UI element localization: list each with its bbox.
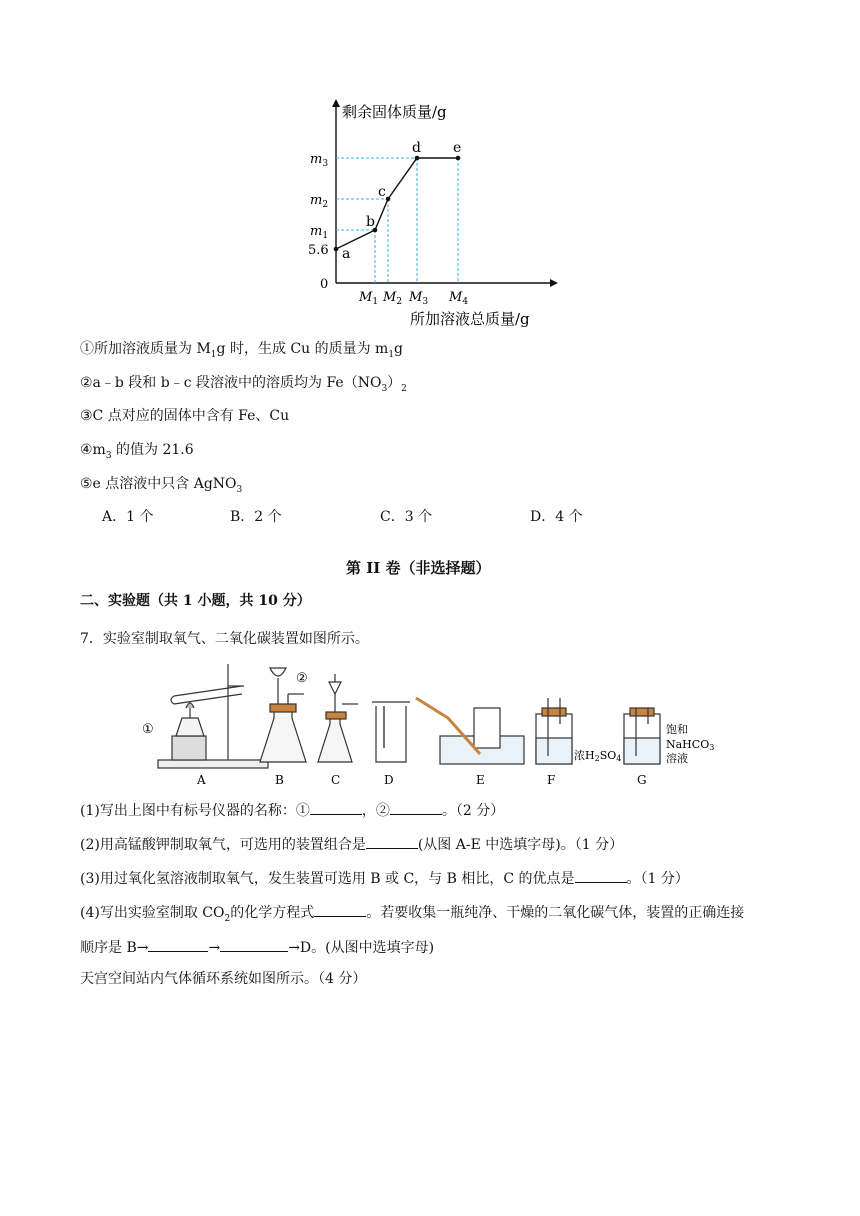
q4-blank-equation[interactable]: [314, 902, 366, 917]
q2-line: (2)用高锰酸钾制取氧气，可选用的装置组合是 (从图 A-E 中选填字母)。（1 分）: [80, 834, 623, 854]
q4-blank-2[interactable]: [148, 937, 208, 952]
x-axis-label: 所加溶液总质量/g: [410, 310, 530, 328]
question-7: 7．实验室制取氧气、二氧化碳装置如图所示。: [80, 631, 369, 647]
x-axis-arrow: [550, 279, 558, 287]
point-e: [456, 156, 461, 161]
y-tick-0: 0: [320, 277, 329, 292]
label-b: b: [366, 214, 375, 230]
choice-c: C．3 个: [380, 509, 433, 525]
label-a: a: [342, 246, 351, 262]
section-title: 第 II 卷（非选择题）: [346, 559, 491, 577]
f-reagent-label: 浓H2SO4: [574, 749, 622, 763]
label-D: D: [384, 773, 394, 787]
statement-4: $④m_3$ 的值为 21.6: [80, 442, 194, 461]
apparatus-figure: [140, 658, 730, 790]
y-axis-label: 剩余固体质量/g: [342, 103, 447, 121]
y-axis-arrow: [332, 99, 340, 107]
mass-curve: [336, 158, 458, 249]
label-E: E: [476, 773, 485, 787]
section-heading: 二、实验题（共 1 小题，共 10 分）: [80, 593, 311, 609]
q4-blank-3[interactable]: [220, 937, 288, 952]
x-tick-M3: $M_3$: [409, 290, 429, 307]
label-G: G: [637, 773, 647, 787]
y-tick-m2: $m_2$: [310, 193, 329, 210]
point-c: [386, 197, 391, 202]
apparatus-g: [624, 708, 660, 764]
marker-2: ②: [296, 671, 308, 686]
mass-graph: [300, 95, 560, 335]
y-tick-5-6: 5.6: [308, 243, 329, 258]
g-reagent-label-1: 饱和: [666, 723, 688, 736]
choice-a: A．1 个: [102, 509, 154, 525]
apparatus-f: [536, 698, 572, 764]
q4b-line: 顺序是 B→ → →D。(从图中选填字母): [80, 937, 434, 957]
label-A: A: [197, 773, 206, 787]
label-e: e: [453, 140, 462, 156]
q3-blank[interactable]: [575, 868, 627, 883]
statement-3: ③C 点对应的固体中含有 Fe、Cu: [80, 408, 290, 424]
label-c: c: [378, 184, 386, 200]
q1-blank-1[interactable]: [310, 800, 362, 815]
apparatus-a: [158, 664, 268, 768]
apparatus-c: [318, 674, 358, 762]
apparatus-d: [372, 702, 410, 762]
apparatus-e: [416, 698, 524, 764]
marker-1: ①: [142, 722, 154, 737]
choice-d: D．4 个: [530, 509, 583, 525]
label-C: C: [331, 773, 341, 787]
g-reagent-label-2: NaHCO3: [666, 738, 715, 752]
label-B: B: [275, 773, 284, 787]
q1-line: (1)写出上图中有标号仪器的名称：① ，② 。（2 分）: [80, 800, 504, 820]
choice-b: B．2 个: [230, 509, 282, 525]
label-d: d: [412, 140, 421, 156]
x-tick-M1: $M_1$: [359, 290, 379, 307]
point-d: [415, 156, 420, 161]
x-tick-M2: $M_2$: [383, 290, 403, 307]
statement-5: ⑤e 点溶液中只含 AgNO$_3$: [80, 476, 243, 495]
point-a: [334, 247, 339, 252]
last-line: 天宫空间站内气体循环系统如图所示。（4 分）: [80, 971, 367, 987]
guide-lines: [336, 158, 458, 283]
data-points: [334, 156, 461, 252]
q3-line: (3)用过氧化氢溶液制取氧气，发生装置可选用 B 或 C，与 B 相比，C 的优点是 。（1 分）: [80, 868, 689, 888]
g-reagent-label-3: 溶液: [666, 752, 688, 765]
q2-blank[interactable]: [366, 834, 418, 849]
statement-2: ②a﹣b 段和 b﹣c 段溶液中的溶质均为 $Fe(NO_3)_2$: [80, 375, 407, 394]
y-tick-m3: $m_3$: [310, 152, 329, 169]
q1-blank-2[interactable]: [390, 800, 442, 815]
x-tick-M4: $M_4$: [449, 290, 469, 307]
q4-line: (4)写出实验室制取 $CO_2$的化学方程式 。若要收集一瓶纯净、干燥的二氧化碳气体，装置的正确连接: [80, 902, 744, 928]
y-tick-m1: $m_1$: [310, 224, 329, 241]
label-F: F: [547, 773, 556, 787]
statement-1: ①所加溶液质量为 $M_1g$ 时，生成 Cu 的质量为 $m_1g$: [80, 341, 404, 360]
